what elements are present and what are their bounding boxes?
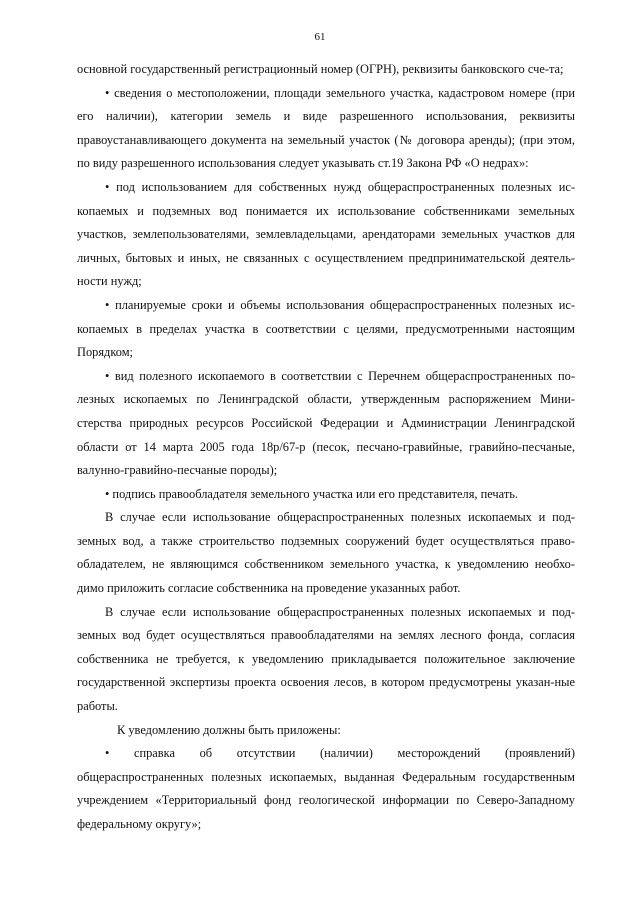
bullet-terms-volumes: • планируемые сроки и объемы использования общераспространенных полезных ис-копаемых в пределах участка в соответствии с целями, предусмотренными настоящим Порядком;: [77, 297, 575, 360]
paragraph-attachments-heading: К уведомлению должны быть приложены:: [117, 722, 341, 737]
paragraph-forest-fund: В случае если использование общераспространенных полезных ископаемых и под-земных вод будет осуществляться правообладателями на землях лесного фонда, согласия собственника не требуется, к уведомлению прикладывается положительное заключение государственной экспертизы проекта освоения лесов, в котором предусмотрены указан-ные работы.: [77, 604, 575, 714]
paragraph-owner-consent: В случае если использование общераспространенных полезных ископаемых и под-земных вод, а также строительство подземных сооружений будет осуществляться право-обладателем, не являющимся собственником земельного участка, к уведомлению необхо-димо приложить согласие собственника на проведение указанных работ.: [77, 510, 575, 596]
bullet-certificate: • справка об отсутствии (наличии) месторождений (проявлений) общераспространенных полезных ископаемых, выданная Федеральным государственным учреждением «Территориальный фонд геологической информации по Северо-Западному федеральному округу»;: [77, 746, 575, 831]
bullet-mineral-type: • вид полезного ископаемого в соответствии с Перечнем общераспространенных по-лезных ископаемых по Ленинградской области, утвержденным распоряжением Мини-стерства природных ресурсов Российской Федерации и Администрации Ленинградской области от 14 марта 2005 года 18р/67-р (песок, песчано-гравийные, гравийно-песчаные, валунно-гравийно-песчаные породы);: [77, 368, 575, 478]
bullet-own-needs: • под использованием для собственных нужд общераспространенных полезных ис-копаемых и подземных вод понимается их использование собственниками земельных участков, землепользователями, землевладельцами, арендаторами земельных участков для личных, бытовых и иных, не связанных с осуществлением предпринимательской деятель-ности нужд;: [77, 179, 575, 289]
document-body: [77, 58, 575, 837]
bullet-location: • сведения о местоположении, площади земельного участка, кадастровом номере (при его наличии), категории земель и виде разрешенного использования, реквизиты правоустанавливающего документа на земельный участок (№ договора аренды); (при этом, по виду разрешенного использования следует указывать ст.19 Закона РФ «О недрах»:: [77, 85, 575, 171]
paragraph-ogrn: основной государственный регистрационный номер (ОГРН), реквизиты банковского сче-та;: [77, 62, 564, 76]
bullet-signature: • подпись правообладателя земельного участка или его представителя, печать.: [105, 486, 518, 501]
page-number: 61: [314, 31, 326, 43]
